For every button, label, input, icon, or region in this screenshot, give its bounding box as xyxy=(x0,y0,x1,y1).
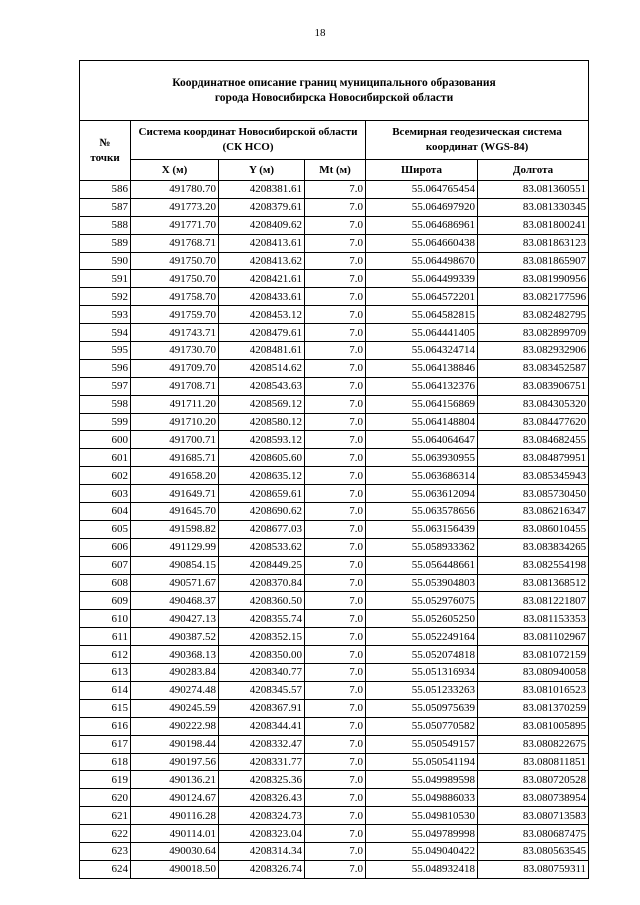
point-number-cell: 597 xyxy=(80,377,131,395)
table-row xyxy=(80,825,589,843)
point-number-cell: 622 xyxy=(80,825,131,843)
longitude-cell: 83.081863123 xyxy=(478,234,589,252)
y-cell: 4208325.36 xyxy=(219,771,305,789)
x-cell: 491658.20 xyxy=(131,467,219,485)
mt-cell: 7.0 xyxy=(305,771,366,789)
point-number-cell: 587 xyxy=(80,198,131,216)
latitude-cell: 55.051233263 xyxy=(366,681,478,699)
mt-cell: 7.0 xyxy=(305,431,366,449)
point-number-cell: 603 xyxy=(80,485,131,503)
latitude-cell: 55.049886033 xyxy=(366,789,478,807)
table-row xyxy=(80,413,589,431)
latitude-cell: 55.050975639 xyxy=(366,699,478,717)
point-number-cell: 618 xyxy=(80,753,131,771)
x-cell: 491750.70 xyxy=(131,252,219,270)
x-cell: 491685.71 xyxy=(131,449,219,467)
mt-cell: 7.0 xyxy=(305,610,366,628)
y-cell: 4208569.12 xyxy=(219,395,305,413)
mt-cell: 7.0 xyxy=(305,485,366,503)
x-cell: 490030.64 xyxy=(131,842,219,860)
table-row xyxy=(80,485,589,503)
x-cell: 490468.37 xyxy=(131,592,219,610)
x-cell: 491773.20 xyxy=(131,198,219,216)
point-number-cell: 589 xyxy=(80,234,131,252)
table-row xyxy=(80,574,589,592)
x-cell: 491711.20 xyxy=(131,395,219,413)
longitude-cell: 83.085730450 xyxy=(478,485,589,503)
mt-cell: 7.0 xyxy=(305,413,366,431)
latitude-cell: 55.063686314 xyxy=(366,467,478,485)
point-number-cell: 593 xyxy=(80,306,131,324)
table-row xyxy=(80,181,589,199)
x-cell: 490114.01 xyxy=(131,825,219,843)
longitude-cell: 83.084682455 xyxy=(478,431,589,449)
latitude-cell: 55.064324714 xyxy=(366,342,478,360)
y-cell: 4208605.60 xyxy=(219,449,305,467)
table-row xyxy=(80,359,589,377)
mt-cell: 7.0 xyxy=(305,556,366,574)
table-row xyxy=(80,592,589,610)
table-row xyxy=(80,270,589,288)
x-cell: 490136.21 xyxy=(131,771,219,789)
page-number: 18 xyxy=(314,27,326,39)
y-cell: 4208340.77 xyxy=(219,664,305,682)
table-row xyxy=(80,699,589,717)
mt-cell: 7.0 xyxy=(305,324,366,342)
y-cell: 4208677.03 xyxy=(219,520,305,538)
point-number-cell: 600 xyxy=(80,431,131,449)
longitude-cell: 83.086010455 xyxy=(478,520,589,538)
point-number-cell: 591 xyxy=(80,270,131,288)
longitude-cell: 83.081370259 xyxy=(478,699,589,717)
point-number-cell: 604 xyxy=(80,503,131,521)
mt-cell: 7.0 xyxy=(305,467,366,485)
y-cell: 4208332.47 xyxy=(219,735,305,753)
x-cell: 490854.15 xyxy=(131,556,219,574)
y-cell: 4208635.12 xyxy=(219,467,305,485)
latitude-cell: 55.050770582 xyxy=(366,717,478,735)
table-row xyxy=(80,198,589,216)
mt-cell: 7.0 xyxy=(305,646,366,664)
table-row xyxy=(80,395,589,413)
table-row xyxy=(80,467,589,485)
table-row xyxy=(80,789,589,807)
mt-cell: 7.0 xyxy=(305,789,366,807)
latitude-cell: 55.048932418 xyxy=(366,860,478,878)
longitude-cell: 83.082932906 xyxy=(478,342,589,360)
x-cell: 491730.70 xyxy=(131,342,219,360)
x-cell: 491743.71 xyxy=(131,324,219,342)
header-point-number-symbol: № xyxy=(99,136,111,149)
mt-cell: 7.0 xyxy=(305,842,366,860)
mt-cell: 7.0 xyxy=(305,181,366,199)
mt-cell: 7.0 xyxy=(305,216,366,234)
y-cell: 4208324.73 xyxy=(219,807,305,825)
y-cell: 4208350.00 xyxy=(219,646,305,664)
y-cell: 4208367.91 xyxy=(219,699,305,717)
y-cell: 4208533.62 xyxy=(219,538,305,556)
table-row xyxy=(80,234,589,252)
longitude-cell: 83.080759311 xyxy=(478,860,589,878)
latitude-cell: 55.050549157 xyxy=(366,735,478,753)
mt-cell: 7.0 xyxy=(305,198,366,216)
x-cell: 491771.70 xyxy=(131,216,219,234)
y-cell: 4208331.77 xyxy=(219,753,305,771)
y-cell: 4208421.61 xyxy=(219,270,305,288)
y-cell: 4208344.41 xyxy=(219,717,305,735)
x-cell: 491710.20 xyxy=(131,413,219,431)
point-number-cell: 586 xyxy=(80,181,131,199)
table-title xyxy=(80,61,589,121)
point-number-cell: 614 xyxy=(80,681,131,699)
latitude-cell: 55.064686961 xyxy=(366,216,478,234)
point-number-cell: 623 xyxy=(80,842,131,860)
point-number-cell: 596 xyxy=(80,359,131,377)
mt-cell: 7.0 xyxy=(305,807,366,825)
y-cell: 4208413.61 xyxy=(219,234,305,252)
longitude-cell: 83.082554198 xyxy=(478,556,589,574)
table-row xyxy=(80,681,589,699)
table-row xyxy=(80,252,589,270)
latitude-cell: 55.064441405 xyxy=(366,324,478,342)
y-cell: 4208413.62 xyxy=(219,252,305,270)
x-cell: 491700.71 xyxy=(131,431,219,449)
latitude-cell: 55.064132376 xyxy=(366,377,478,395)
header-point-number xyxy=(80,121,131,181)
table-row xyxy=(80,324,589,342)
mt-cell: 7.0 xyxy=(305,288,366,306)
header-wgs-system: Всемирная геодезическая система координат (WGS-84) xyxy=(366,121,589,160)
longitude-cell: 83.084305320 xyxy=(478,395,589,413)
point-number-cell: 609 xyxy=(80,592,131,610)
table-row xyxy=(80,556,589,574)
table-row xyxy=(80,216,589,234)
x-cell: 491645.70 xyxy=(131,503,219,521)
longitude-cell: 83.080713583 xyxy=(478,807,589,825)
table-body xyxy=(80,181,589,879)
longitude-cell: 83.080940058 xyxy=(478,664,589,682)
longitude-cell: 83.081368512 xyxy=(478,574,589,592)
mt-cell: 7.0 xyxy=(305,753,366,771)
x-cell: 491768.71 xyxy=(131,234,219,252)
x-cell: 491649.71 xyxy=(131,485,219,503)
mt-cell: 7.0 xyxy=(305,538,366,556)
x-cell: 490368.13 xyxy=(131,646,219,664)
longitude-cell: 83.082177596 xyxy=(478,288,589,306)
mt-cell: 7.0 xyxy=(305,342,366,360)
point-number-cell: 598 xyxy=(80,395,131,413)
point-number-cell: 595 xyxy=(80,342,131,360)
point-number-cell: 592 xyxy=(80,288,131,306)
point-number-cell: 607 xyxy=(80,556,131,574)
y-cell: 4208345.57 xyxy=(219,681,305,699)
longitude-cell: 83.083452587 xyxy=(478,359,589,377)
point-number-cell: 616 xyxy=(80,717,131,735)
table-row xyxy=(80,306,589,324)
latitude-cell: 55.058933362 xyxy=(366,538,478,556)
longitude-cell: 83.081102967 xyxy=(478,628,589,646)
point-number-cell: 620 xyxy=(80,789,131,807)
point-number-cell: 610 xyxy=(80,610,131,628)
point-number-cell: 599 xyxy=(80,413,131,431)
longitude-cell: 83.082899709 xyxy=(478,324,589,342)
table-row xyxy=(80,646,589,664)
point-number-cell: 611 xyxy=(80,628,131,646)
y-cell: 4208481.61 xyxy=(219,342,305,360)
header-latitude: Широта xyxy=(366,160,478,181)
x-cell: 490116.28 xyxy=(131,807,219,825)
latitude-cell: 55.064498670 xyxy=(366,252,478,270)
x-cell: 490427.13 xyxy=(131,610,219,628)
x-cell: 490387.52 xyxy=(131,628,219,646)
longitude-cell: 83.080822675 xyxy=(478,735,589,753)
latitude-cell: 55.064572201 xyxy=(366,288,478,306)
table-row xyxy=(80,377,589,395)
latitude-cell: 55.063156439 xyxy=(366,520,478,538)
y-cell: 4208326.43 xyxy=(219,789,305,807)
mt-cell: 7.0 xyxy=(305,449,366,467)
latitude-cell: 55.052605250 xyxy=(366,610,478,628)
point-number-cell: 606 xyxy=(80,538,131,556)
longitude-cell: 83.081865907 xyxy=(478,252,589,270)
latitude-cell: 55.049810530 xyxy=(366,807,478,825)
table-row xyxy=(80,610,589,628)
longitude-cell: 83.080563545 xyxy=(478,842,589,860)
mt-cell: 7.0 xyxy=(305,592,366,610)
latitude-cell: 55.052074818 xyxy=(366,646,478,664)
y-cell: 4208449.25 xyxy=(219,556,305,574)
y-cell: 4208479.61 xyxy=(219,324,305,342)
longitude-cell: 83.081990956 xyxy=(478,270,589,288)
x-cell: 491758.70 xyxy=(131,288,219,306)
mt-cell: 7.0 xyxy=(305,234,366,252)
x-cell: 491709.70 xyxy=(131,359,219,377)
longitude-cell: 83.081221807 xyxy=(478,592,589,610)
table-row xyxy=(80,288,589,306)
table-row xyxy=(80,717,589,735)
point-number-cell: 613 xyxy=(80,664,131,682)
latitude-cell: 55.063578656 xyxy=(366,503,478,521)
longitude-cell: 83.084879951 xyxy=(478,449,589,467)
header-y: Y (м) xyxy=(219,160,305,181)
table-row xyxy=(80,431,589,449)
mt-cell: 7.0 xyxy=(305,717,366,735)
mt-cell: 7.0 xyxy=(305,306,366,324)
table-row xyxy=(80,538,589,556)
longitude-cell: 83.081330345 xyxy=(478,198,589,216)
latitude-cell: 55.049989598 xyxy=(366,771,478,789)
point-number-cell: 612 xyxy=(80,646,131,664)
x-cell: 490124.67 xyxy=(131,789,219,807)
latitude-cell: 55.064064647 xyxy=(366,431,478,449)
y-cell: 4208409.62 xyxy=(219,216,305,234)
table-row xyxy=(80,735,589,753)
longitude-cell: 83.081005895 xyxy=(478,717,589,735)
longitude-cell: 83.085345943 xyxy=(478,467,589,485)
coordinates-table xyxy=(79,60,589,879)
y-cell: 4208381.61 xyxy=(219,181,305,199)
latitude-cell: 55.050541194 xyxy=(366,753,478,771)
x-cell: 490018.50 xyxy=(131,860,219,878)
longitude-cell: 83.081800241 xyxy=(478,216,589,234)
y-cell: 4208453.12 xyxy=(219,306,305,324)
table-row xyxy=(80,628,589,646)
table-title-line2: города Новосибирска Новосибирской области xyxy=(214,91,454,104)
latitude-cell: 55.052249164 xyxy=(366,628,478,646)
header-nso-system: Система координат Новосибирской области (СК НСО) xyxy=(131,121,366,160)
table-row xyxy=(80,520,589,538)
latitude-cell: 55.064148804 xyxy=(366,413,478,431)
x-cell: 490198.44 xyxy=(131,735,219,753)
table-row xyxy=(80,753,589,771)
y-cell: 4208514.62 xyxy=(219,359,305,377)
mt-cell: 7.0 xyxy=(305,699,366,717)
x-cell: 490283.84 xyxy=(131,664,219,682)
table-row xyxy=(80,449,589,467)
longitude-cell: 83.082482795 xyxy=(478,306,589,324)
mt-cell: 7.0 xyxy=(305,735,366,753)
y-cell: 4208326.74 xyxy=(219,860,305,878)
x-cell: 491759.70 xyxy=(131,306,219,324)
longitude-cell: 83.084477620 xyxy=(478,413,589,431)
mt-cell: 7.0 xyxy=(305,377,366,395)
latitude-cell: 55.052976075 xyxy=(366,592,478,610)
latitude-cell: 55.063930955 xyxy=(366,449,478,467)
y-cell: 4208370.84 xyxy=(219,574,305,592)
point-number-cell: 602 xyxy=(80,467,131,485)
longitude-cell: 83.080687475 xyxy=(478,825,589,843)
header-mt: Mt (м) xyxy=(305,160,366,181)
y-cell: 4208543.63 xyxy=(219,377,305,395)
longitude-cell: 83.081360551 xyxy=(478,181,589,199)
latitude-cell: 55.064697920 xyxy=(366,198,478,216)
mt-cell: 7.0 xyxy=(305,270,366,288)
y-cell: 4208433.61 xyxy=(219,288,305,306)
mt-cell: 7.0 xyxy=(305,825,366,843)
point-number-cell: 624 xyxy=(80,860,131,878)
table-row xyxy=(80,664,589,682)
mt-cell: 7.0 xyxy=(305,664,366,682)
latitude-cell: 55.049040422 xyxy=(366,842,478,860)
x-cell: 490571.67 xyxy=(131,574,219,592)
latitude-cell: 55.064582815 xyxy=(366,306,478,324)
mt-cell: 7.0 xyxy=(305,359,366,377)
y-cell: 4208593.12 xyxy=(219,431,305,449)
y-cell: 4208690.62 xyxy=(219,503,305,521)
y-cell: 4208352.15 xyxy=(219,628,305,646)
y-cell: 4208659.61 xyxy=(219,485,305,503)
longitude-cell: 83.080811851 xyxy=(478,753,589,771)
longitude-cell: 83.080738954 xyxy=(478,789,589,807)
x-cell: 490274.48 xyxy=(131,681,219,699)
header-x: X (м) xyxy=(131,160,219,181)
table-row xyxy=(80,807,589,825)
mt-cell: 7.0 xyxy=(305,681,366,699)
mt-cell: 7.0 xyxy=(305,520,366,538)
header-longitude: Долгота xyxy=(478,160,589,181)
x-cell: 491780.70 xyxy=(131,181,219,199)
latitude-cell: 55.064660438 xyxy=(366,234,478,252)
point-number-cell: 608 xyxy=(80,574,131,592)
y-cell: 4208379.61 xyxy=(219,198,305,216)
longitude-cell: 83.081016523 xyxy=(478,681,589,699)
latitude-cell: 55.051316934 xyxy=(366,664,478,682)
point-number-cell: 615 xyxy=(80,699,131,717)
x-cell: 490245.59 xyxy=(131,699,219,717)
mt-cell: 7.0 xyxy=(305,252,366,270)
x-cell: 490222.98 xyxy=(131,717,219,735)
point-number-cell: 590 xyxy=(80,252,131,270)
x-cell: 491708.71 xyxy=(131,377,219,395)
latitude-cell: 55.053904803 xyxy=(366,574,478,592)
latitude-cell: 55.056448661 xyxy=(366,556,478,574)
point-number-cell: 621 xyxy=(80,807,131,825)
y-cell: 4208580.12 xyxy=(219,413,305,431)
y-cell: 4208314.34 xyxy=(219,842,305,860)
longitude-cell: 83.080720528 xyxy=(478,771,589,789)
longitude-cell: 83.083834265 xyxy=(478,538,589,556)
mt-cell: 7.0 xyxy=(305,574,366,592)
latitude-cell: 55.064138846 xyxy=(366,359,478,377)
point-number-cell: 605 xyxy=(80,520,131,538)
latitude-cell: 55.064765454 xyxy=(366,181,478,199)
mt-cell: 7.0 xyxy=(305,628,366,646)
table-row xyxy=(80,860,589,878)
x-cell: 491129.99 xyxy=(131,538,219,556)
mt-cell: 7.0 xyxy=(305,395,366,413)
table-row xyxy=(80,842,589,860)
mt-cell: 7.0 xyxy=(305,860,366,878)
point-number-cell: 594 xyxy=(80,324,131,342)
point-number-cell: 617 xyxy=(80,735,131,753)
x-cell: 491750.70 xyxy=(131,270,219,288)
latitude-cell: 55.049789998 xyxy=(366,825,478,843)
y-cell: 4208323.04 xyxy=(219,825,305,843)
table-row xyxy=(80,342,589,360)
mt-cell: 7.0 xyxy=(305,503,366,521)
table-row xyxy=(80,771,589,789)
longitude-cell: 83.083906751 xyxy=(478,377,589,395)
longitude-cell: 83.081153353 xyxy=(478,610,589,628)
longitude-cell: 83.081072159 xyxy=(478,646,589,664)
latitude-cell: 55.064156869 xyxy=(366,395,478,413)
y-cell: 4208355.74 xyxy=(219,610,305,628)
point-number-cell: 588 xyxy=(80,216,131,234)
table-row xyxy=(80,503,589,521)
x-cell: 491598.82 xyxy=(131,520,219,538)
table-title-line1: Координатное описание границ муниципального образования xyxy=(172,76,496,89)
latitude-cell: 55.064499339 xyxy=(366,270,478,288)
point-number-cell: 619 xyxy=(80,771,131,789)
x-cell: 490197.56 xyxy=(131,753,219,771)
y-cell: 4208360.50 xyxy=(219,592,305,610)
point-number-cell: 601 xyxy=(80,449,131,467)
header-point-number-label: точки xyxy=(90,151,120,164)
longitude-cell: 83.086216347 xyxy=(478,503,589,521)
latitude-cell: 55.063612094 xyxy=(366,485,478,503)
